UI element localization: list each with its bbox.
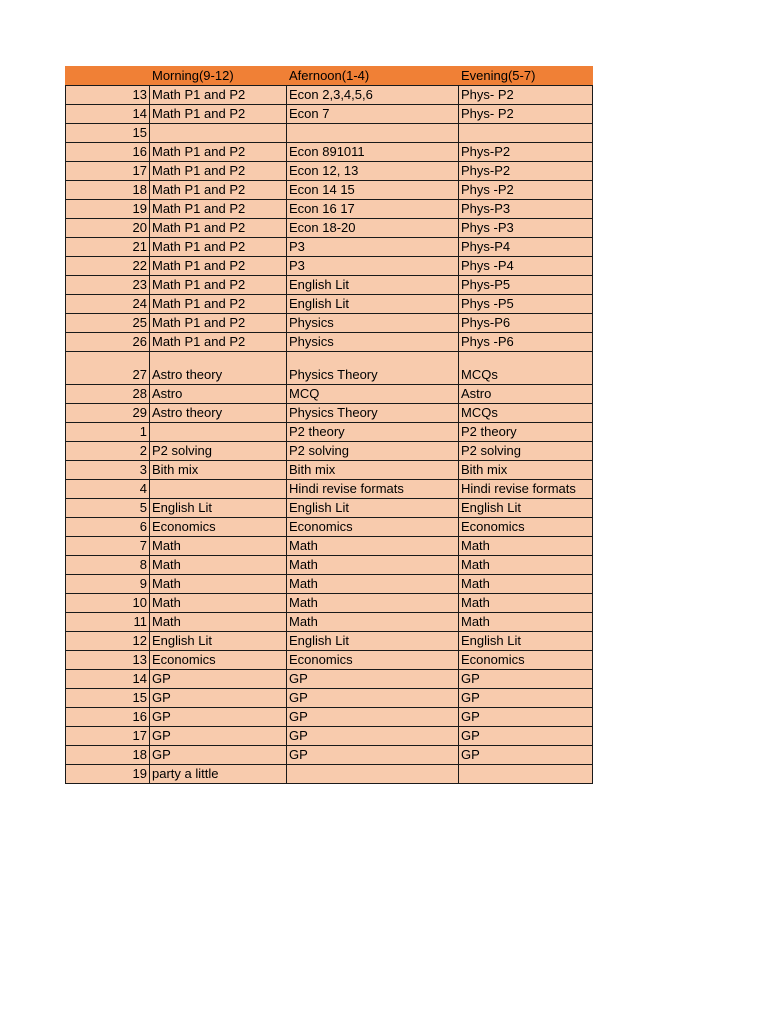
- schedule-body: [66, 86, 593, 784]
- afternoon-cell[interactable]: Bith mix: [287, 461, 459, 480]
- morning-cell[interactable]: GP: [150, 689, 287, 708]
- table-row: [66, 575, 593, 594]
- afternoon-cell[interactable]: English Lit: [287, 632, 459, 651]
- day-cell[interactable]: 12: [66, 632, 150, 651]
- afternoon-cell[interactable]: P3: [287, 238, 459, 257]
- table-row: [66, 594, 593, 613]
- header-afternoon-cell[interactable]: Afernoon(1-4): [287, 67, 459, 86]
- day-cell[interactable]: 21: [66, 238, 150, 257]
- morning-cell[interactable]: Math: [150, 594, 287, 613]
- afternoon-cell[interactable]: Econ 2,3,4,5,6: [287, 86, 459, 105]
- morning-cell[interactable]: Economics: [150, 651, 287, 670]
- afternoon-cell[interactable]: P2 solving: [287, 442, 459, 461]
- afternoon-cell[interactable]: GP: [287, 689, 459, 708]
- evening-cell[interactable]: Math: [459, 537, 593, 556]
- day-cell[interactable]: 15: [66, 124, 150, 143]
- morning-cell[interactable]: Astro theory: [150, 352, 287, 385]
- morning-cell[interactable]: [150, 480, 287, 499]
- morning-cell[interactable]: Math P1 and P2: [150, 143, 287, 162]
- day-cell[interactable]: 16: [66, 708, 150, 727]
- morning-cell[interactable]: [150, 124, 287, 143]
- morning-cell[interactable]: Math P1 and P2: [150, 162, 287, 181]
- afternoon-cell[interactable]: GP: [287, 708, 459, 727]
- day-cell[interactable]: 17: [66, 162, 150, 181]
- table-row: [66, 746, 593, 765]
- table-row: [66, 124, 593, 143]
- afternoon-cell[interactable]: Physics: [287, 333, 459, 352]
- evening-cell[interactable]: Phys -P2: [459, 181, 593, 200]
- afternoon-cell[interactable]: Hindi revise formats: [287, 480, 459, 499]
- evening-cell[interactable]: MCQs: [459, 404, 593, 423]
- day-cell[interactable]: 20: [66, 219, 150, 238]
- evening-cell[interactable]: GP: [459, 689, 593, 708]
- evening-cell[interactable]: English Lit: [459, 499, 593, 518]
- day-cell[interactable]: 22: [66, 257, 150, 276]
- table-row: [66, 314, 593, 333]
- morning-cell[interactable]: [150, 423, 287, 442]
- afternoon-cell[interactable]: Physics: [287, 314, 459, 333]
- afternoon-cell[interactable]: Econ 18-20: [287, 219, 459, 238]
- table-row: [66, 556, 593, 575]
- evening-cell[interactable]: Phys-P4: [459, 238, 593, 257]
- table-row: [66, 295, 593, 314]
- morning-cell[interactable]: Math P1 and P2: [150, 200, 287, 219]
- evening-cell[interactable]: Phys-P2: [459, 143, 593, 162]
- day-cell[interactable]: 2: [66, 442, 150, 461]
- table-row: [66, 613, 593, 632]
- morning-cell[interactable]: English Lit: [150, 499, 287, 518]
- morning-cell[interactable]: Math: [150, 613, 287, 632]
- day-cell[interactable]: 10: [66, 594, 150, 613]
- morning-cell[interactable]: GP: [150, 746, 287, 765]
- evening-cell[interactable]: Hindi revise formats: [459, 480, 593, 499]
- afternoon-cell[interactable]: Math: [287, 613, 459, 632]
- table-row: [66, 86, 593, 105]
- table-row: [66, 423, 593, 442]
- evening-cell[interactable]: Phys-P3: [459, 200, 593, 219]
- day-cell[interactable]: 24: [66, 295, 150, 314]
- morning-cell[interactable]: GP: [150, 670, 287, 689]
- table-row: [66, 162, 593, 181]
- morning-cell[interactable]: Math P1 and P2: [150, 105, 287, 124]
- evening-cell[interactable]: Economics: [459, 518, 593, 537]
- evening-cell[interactable]: [459, 765, 593, 784]
- table-row: [66, 385, 593, 404]
- morning-cell[interactable]: Astro theory: [150, 404, 287, 423]
- morning-cell[interactable]: GP: [150, 708, 287, 727]
- afternoon-cell[interactable]: Math: [287, 594, 459, 613]
- table-row: [66, 632, 593, 651]
- day-cell[interactable]: 11: [66, 613, 150, 632]
- morning-cell[interactable]: Math P1 and P2: [150, 238, 287, 257]
- morning-cell[interactable]: Bith mix: [150, 461, 287, 480]
- table-row: [66, 352, 593, 385]
- day-cell[interactable]: 29: [66, 404, 150, 423]
- afternoon-cell[interactable]: [287, 765, 459, 784]
- afternoon-cell[interactable]: Math: [287, 575, 459, 594]
- afternoon-cell[interactable]: P2 theory: [287, 423, 459, 442]
- evening-cell[interactable]: GP: [459, 708, 593, 727]
- evening-cell[interactable]: GP: [459, 727, 593, 746]
- table-row: [66, 333, 593, 352]
- day-cell[interactable]: 4: [66, 480, 150, 499]
- morning-cell[interactable]: Math P1 and P2: [150, 181, 287, 200]
- day-cell[interactable]: 13: [66, 651, 150, 670]
- afternoon-cell[interactable]: GP: [287, 746, 459, 765]
- day-cell[interactable]: 3: [66, 461, 150, 480]
- day-cell[interactable]: 1: [66, 423, 150, 442]
- evening-cell[interactable]: Phys-P6: [459, 314, 593, 333]
- day-cell[interactable]: 15: [66, 689, 150, 708]
- table-row: [66, 238, 593, 257]
- morning-cell[interactable]: Math P1 and P2: [150, 257, 287, 276]
- afternoon-cell[interactable]: Econ 891011: [287, 143, 459, 162]
- day-cell[interactable]: 14: [66, 670, 150, 689]
- morning-cell[interactable]: Math: [150, 575, 287, 594]
- table-row: [66, 404, 593, 423]
- evening-cell[interactable]: GP: [459, 746, 593, 765]
- evening-cell[interactable]: MCQs: [459, 352, 593, 385]
- morning-cell[interactable]: Math P1 and P2: [150, 86, 287, 105]
- afternoon-cell[interactable]: Physics Theory: [287, 404, 459, 423]
- morning-cell[interactable]: Astro: [150, 385, 287, 404]
- table-row: [66, 765, 593, 784]
- day-cell[interactable]: 17: [66, 727, 150, 746]
- schedule-table: [65, 66, 593, 784]
- day-cell[interactable]: 19: [66, 200, 150, 219]
- table-row: [66, 105, 593, 124]
- day-cell[interactable]: 18: [66, 746, 150, 765]
- afternoon-cell[interactable]: English Lit: [287, 295, 459, 314]
- evening-cell[interactable]: Phys-P2: [459, 162, 593, 181]
- table-row: [66, 442, 593, 461]
- afternoon-cell[interactable]: Math: [287, 537, 459, 556]
- evening-cell[interactable]: Astro: [459, 385, 593, 404]
- evening-cell[interactable]: GP: [459, 670, 593, 689]
- afternoon-cell[interactable]: English Lit: [287, 276, 459, 295]
- evening-cell[interactable]: Math: [459, 613, 593, 632]
- morning-cell[interactable]: P2 solving: [150, 442, 287, 461]
- evening-cell[interactable]: Phys- P2: [459, 105, 593, 124]
- evening-cell[interactable]: Phys- P2: [459, 86, 593, 105]
- day-cell[interactable]: 14: [66, 105, 150, 124]
- morning-cell[interactable]: Math P1 and P2: [150, 276, 287, 295]
- evening-cell[interactable]: Phys -P4: [459, 257, 593, 276]
- header-day-cell[interactable]: [66, 67, 150, 86]
- evening-cell[interactable]: P2 solving: [459, 442, 593, 461]
- table-row: [66, 181, 593, 200]
- table-row: [66, 518, 593, 537]
- afternoon-cell[interactable]: English Lit: [287, 499, 459, 518]
- table-row: [66, 651, 593, 670]
- morning-cell[interactable]: GP: [150, 727, 287, 746]
- table-row: [66, 670, 593, 689]
- day-cell[interactable]: 5: [66, 499, 150, 518]
- evening-cell[interactable]: Bith mix: [459, 461, 593, 480]
- day-cell[interactable]: 16: [66, 143, 150, 162]
- afternoon-cell[interactable]: Economics: [287, 651, 459, 670]
- evening-cell[interactable]: Math: [459, 594, 593, 613]
- table-row: [66, 727, 593, 746]
- day-cell[interactable]: 25: [66, 314, 150, 333]
- table-row: [66, 537, 593, 556]
- morning-cell[interactable]: Math: [150, 537, 287, 556]
- day-cell[interactable]: 13: [66, 86, 150, 105]
- afternoon-cell[interactable]: GP: [287, 670, 459, 689]
- afternoon-cell[interactable]: Math: [287, 556, 459, 575]
- evening-cell[interactable]: P2 theory: [459, 423, 593, 442]
- evening-cell[interactable]: Phys -P3: [459, 219, 593, 238]
- header-row: [66, 67, 593, 86]
- morning-cell[interactable]: Math P1 and P2: [150, 333, 287, 352]
- table-row: [66, 480, 593, 499]
- morning-cell[interactable]: party a little: [150, 765, 287, 784]
- morning-cell[interactable]: Math P1 and P2: [150, 295, 287, 314]
- table-row: [66, 143, 593, 162]
- day-cell[interactable]: 7: [66, 537, 150, 556]
- evening-cell[interactable]: Math: [459, 556, 593, 575]
- afternoon-cell[interactable]: Econ 14 15: [287, 181, 459, 200]
- morning-cell[interactable]: Economics: [150, 518, 287, 537]
- day-cell[interactable]: 9: [66, 575, 150, 594]
- table-row: [66, 257, 593, 276]
- day-cell[interactable]: 23: [66, 276, 150, 295]
- day-cell[interactable]: 19: [66, 765, 150, 784]
- morning-cell[interactable]: Math P1 and P2: [150, 314, 287, 333]
- header-evening-cell[interactable]: Evening(5-7): [459, 67, 593, 86]
- day-cell[interactable]: 26: [66, 333, 150, 352]
- table-row: [66, 689, 593, 708]
- evening-cell[interactable]: [459, 124, 593, 143]
- afternoon-cell[interactable]: [287, 124, 459, 143]
- afternoon-cell[interactable]: P3: [287, 257, 459, 276]
- evening-cell[interactable]: Math: [459, 575, 593, 594]
- table-row: [66, 219, 593, 238]
- evening-cell[interactable]: Economics: [459, 651, 593, 670]
- day-cell[interactable]: 6: [66, 518, 150, 537]
- afternoon-cell[interactable]: Econ 7: [287, 105, 459, 124]
- table-row: [66, 461, 593, 480]
- day-cell[interactable]: 28: [66, 385, 150, 404]
- day-cell[interactable]: 8: [66, 556, 150, 575]
- day-cell[interactable]: 27: [66, 352, 150, 385]
- morning-cell[interactable]: Math: [150, 556, 287, 575]
- morning-cell[interactable]: English Lit: [150, 632, 287, 651]
- afternoon-cell[interactable]: Econ 16 17: [287, 200, 459, 219]
- afternoon-cell[interactable]: MCQ: [287, 385, 459, 404]
- table-row: [66, 708, 593, 727]
- table-row: [66, 499, 593, 518]
- afternoon-cell[interactable]: Physics Theory: [287, 352, 459, 385]
- header-morning-cell[interactable]: Morning(9-12): [150, 67, 287, 86]
- table-row: [66, 276, 593, 295]
- evening-cell[interactable]: Phys -P5: [459, 295, 593, 314]
- evening-cell[interactable]: Phys -P6: [459, 333, 593, 352]
- day-cell[interactable]: 18: [66, 181, 150, 200]
- evening-cell[interactable]: English Lit: [459, 632, 593, 651]
- afternoon-cell[interactable]: Economics: [287, 518, 459, 537]
- table-row: [66, 200, 593, 219]
- afternoon-cell[interactable]: Econ 12, 13: [287, 162, 459, 181]
- afternoon-cell[interactable]: GP: [287, 727, 459, 746]
- evening-cell[interactable]: Phys-P5: [459, 276, 593, 295]
- morning-cell[interactable]: Math P1 and P2: [150, 219, 287, 238]
